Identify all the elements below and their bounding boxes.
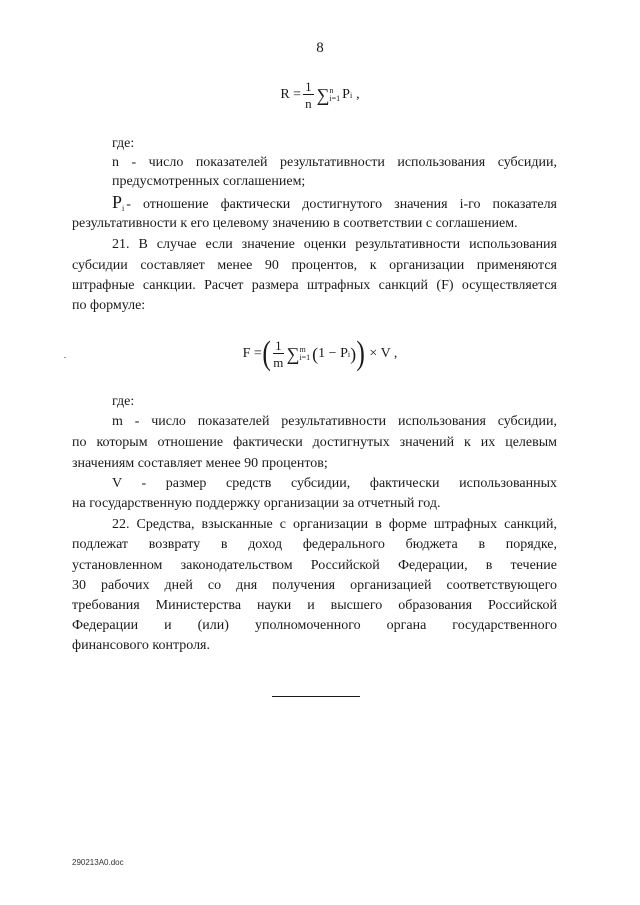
formula-f-fraction — [273, 339, 284, 369]
formula-f-open-paren: ( — [262, 335, 271, 372]
m-definition-line1: m - число показателей результативности использования субсидии, — [112, 414, 557, 429]
formula-f-lhs: F = — [242, 346, 262, 361]
formula-f-sum-lower: i=1 — [299, 353, 311, 362]
footer-filename: 290213A0.doc — [72, 858, 124, 867]
formula-r — [0, 73, 640, 117]
formula-f-sum-upper: m — [299, 344, 306, 354]
paragraph-21-line1: 21. В случае если значение оценки результативности использования — [112, 237, 557, 252]
formula-f-frac-den: m — [273, 355, 284, 370]
end-separator-line — [272, 696, 360, 697]
formula-f-close-paren: ) — [356, 335, 366, 372]
formula-r-tail: , — [356, 87, 360, 102]
paragraph-21-line4: по формуле: — [72, 298, 146, 313]
formula-f-sum-icon: ∑ — [286, 343, 300, 364]
pi-definition-line2: результативности к его целевому значению в соответствии с соглашением. — [72, 216, 518, 231]
n-definition-line2: предусмотренных соглашением; — [112, 174, 306, 189]
n-definition-line1: n - число показателей результативности использования субсидии, — [112, 155, 557, 170]
formula-r-sum-icon: ∑ — [316, 84, 330, 105]
paragraph-22-line7: финансового контроля. — [72, 638, 210, 653]
formula-r-sum-lower: i=1 — [329, 94, 341, 103]
formula-r-frac-den: n — [305, 96, 312, 111]
formula-r-limits — [329, 87, 340, 104]
formula-f-frac-num: 1 — [275, 338, 282, 353]
formula-f-inner-sub: i — [347, 349, 351, 359]
pi-definition-symbol: $P_i$ — [112, 192, 125, 213]
formula-f-inner: 1 − P — [318, 346, 348, 361]
paragraph-22-line4: 30 рабочих дней со дня получения организацией соответствующего — [72, 578, 557, 593]
formula-f-inner-open: ( — [312, 343, 319, 364]
m-definition-line2: по которым отношение фактически достигнутых значений к их целевым — [72, 435, 557, 450]
where-label-1: где: — [112, 136, 135, 151]
formula-f-tail: × V , — [369, 346, 398, 361]
where-label-2: где: — [112, 394, 135, 409]
formula-r-sum-upper: n — [329, 85, 334, 95]
paragraph-22-line5: требования Министерства науки и высшего образования Российской — [72, 598, 557, 613]
v-definition-line2: на государственную поддержку организации за отчетный год. — [72, 496, 441, 511]
formula-r-lhs: R = — [280, 87, 302, 102]
paragraph-22-line3: установленном законодательством Российской Федерации, в течение — [72, 558, 557, 573]
paragraph-21-line3: штрафные санкции. Расчет размера штрафных санкций (F) осуществляется — [72, 278, 557, 293]
paragraph-22-line1: 22. Средства, взысканные с организации в форме штрафных санкций, — [112, 517, 557, 532]
m-definition-line3: значениям составляет менее 90 процентов; — [72, 456, 328, 471]
paragraph-21-line2: субсидии составляет менее 90 процентов, к организации применяются — [72, 258, 557, 273]
paragraph-22-line2: подлежат возврату в доход федерального бюджета в порядке, — [72, 537, 557, 552]
formula-f-limits — [299, 346, 310, 363]
formula-f-inner-close: ) — [350, 343, 357, 364]
formula-r-frac-num: 1 — [305, 79, 312, 94]
paragraph-22-line6: Федерации и (или) уполномоченного органа государственного — [72, 618, 557, 633]
pi-definition-text: - отношение фактически достигнутого значения i-го показателя — [126, 197, 557, 212]
v-definition-line1: V - размер средств субсидии, фактически использованных — [112, 476, 557, 491]
formula-r-fraction — [303, 80, 314, 110]
formula-r-term: P — [342, 87, 350, 102]
page-number: 8 — [316, 40, 324, 56]
formula-f — [0, 328, 640, 380]
formula-r-term-sub: i — [349, 90, 353, 100]
